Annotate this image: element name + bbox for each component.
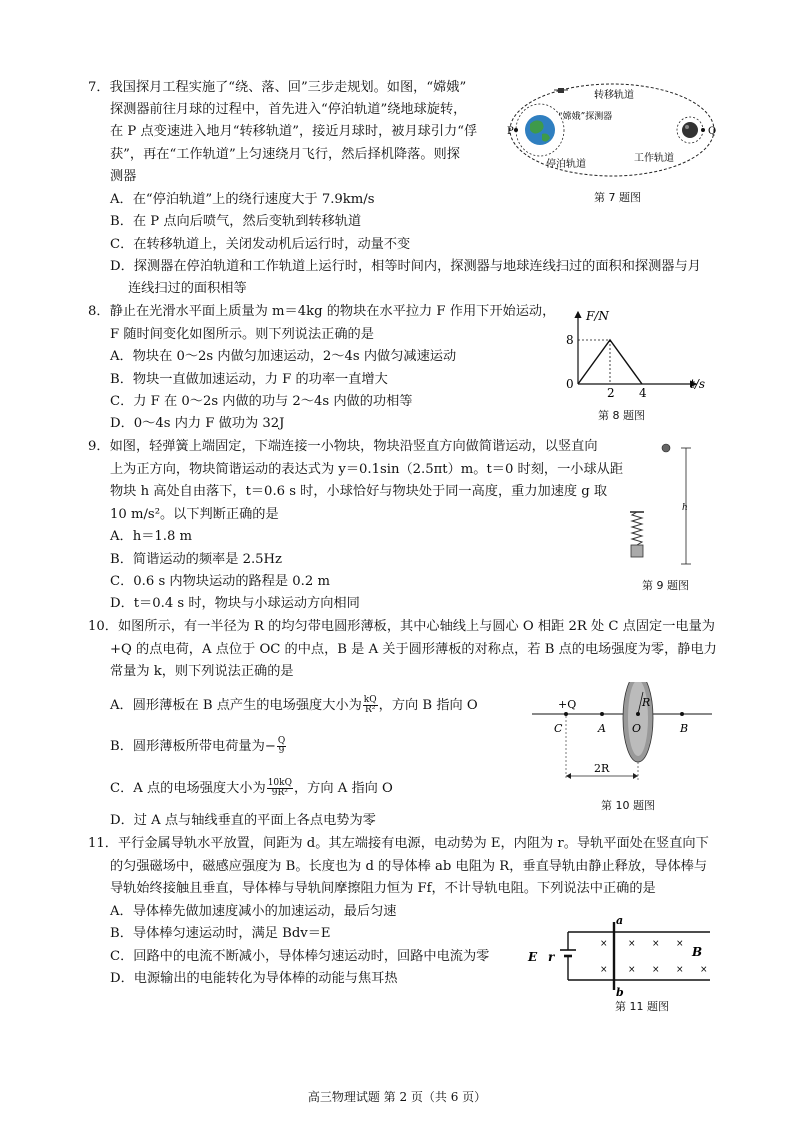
q10-option-a: A．圆形薄板在 B 点产生的电场强度大小为 $\frac{kQ}{\text{R²}}$ ，方向 B 指向 O bbox=[110, 695, 478, 715]
q11-option-b: B．导体棒匀速运动时，满足 Bdv＝E bbox=[110, 926, 331, 941]
q8-stem-line: 8．静止在光滑水平面上质量为 m＝4kg 的物块在水平拉力 F 作用下开始运动， bbox=[88, 304, 556, 319]
q7-stem-line: 探测器前往月球的过程中，首先进入“停泊轨道”绕地球旋转， bbox=[110, 102, 467, 117]
page-footer: 高三物理试题 第 2 页（共 6 页） bbox=[307, 1090, 487, 1104]
x-axis-label: t/s bbox=[690, 377, 706, 391]
battery-icon bbox=[560, 950, 576, 956]
plus-q-label: +Q bbox=[558, 698, 577, 711]
o-point bbox=[636, 712, 640, 716]
y-axis-label: F/N bbox=[586, 309, 609, 323]
field-cross: × bbox=[700, 965, 708, 975]
field-cross: × bbox=[600, 939, 608, 949]
transfer-orbit-label: 转移轨道 bbox=[594, 90, 634, 101]
field-cross: × bbox=[676, 965, 684, 975]
fraction: $\frac{kQ}{\text{R²}}$ bbox=[363, 695, 377, 715]
o-label: O bbox=[632, 722, 642, 735]
a-point bbox=[600, 712, 604, 716]
q10-option-b: B．圆形薄板所带电荷量为− $\frac{Q}{9}$ bbox=[110, 736, 286, 756]
field-cross: × bbox=[628, 965, 636, 975]
moon-icon bbox=[682, 122, 698, 138]
q7-caption: 第 7 题图 bbox=[594, 191, 641, 204]
q8-option-d: D．0～4s 内力 F 做功为 32J bbox=[110, 416, 285, 431]
field-cross: × bbox=[628, 939, 636, 949]
q7-option-d: D．探测器在停泊轨道和工作轨道上运行时，相等时间内，探测器与地球连线扫过的面积和探测器与月 bbox=[110, 259, 701, 274]
parking-orbit-label: 停泊轨道 bbox=[546, 159, 586, 170]
q11-stem-line: 的匀强磁场中，磁感应强度为 B。长度也为 d 的导体棒 ab 电阻为 R，垂直导轨由静止释放，导体棒与 bbox=[110, 859, 708, 874]
q7-stem-line: 在 P 点变速进入地月“转移轨道”，接近月球时，被月球引力“俘 bbox=[110, 124, 478, 139]
q9-stem-line: 10 m/s²。以下判断正确的是 bbox=[110, 507, 279, 522]
q7-option-a: A．在“停泊轨道”上的绕行速度大于 7.9km/s bbox=[110, 192, 375, 207]
field-cross: × bbox=[600, 965, 608, 975]
q7-option-d-cont: 连线扫过的面积相等 bbox=[128, 281, 247, 296]
fraction: $\frac{10kQ}{\text{9R²}}$ bbox=[267, 778, 292, 798]
q9-stem-line: 9．如图，轻弹簧上端固定，下端连接一小物块，物块沿竖直方向做简谐运动，以竖直向 bbox=[88, 439, 598, 454]
q7-option-c: C．在转移轨道上，关闭发动机后运行时，动量不变 bbox=[110, 237, 411, 252]
field-cross: × bbox=[652, 939, 660, 949]
b-label: B bbox=[680, 722, 689, 735]
q9-figure bbox=[620, 440, 700, 570]
q8-caption: 第 8 题图 bbox=[598, 409, 645, 422]
q10-option-d: D．过 A 点与轴线垂直的平面上各点电势为零 bbox=[110, 813, 376, 828]
a-label: A bbox=[598, 722, 606, 735]
x-tick-label: 4 bbox=[639, 386, 647, 398]
q-label: Q bbox=[708, 126, 717, 137]
b-label: b bbox=[616, 986, 624, 998]
working-orbit-label: 工作轨道 bbox=[634, 153, 674, 164]
q7-figure bbox=[506, 74, 720, 182]
block-icon bbox=[631, 545, 643, 557]
r-label: R bbox=[642, 696, 651, 709]
q7-stem-line: 测器 bbox=[110, 169, 137, 184]
q8-option-c: C．力 F 在 0～2s 内做的功与 2～4s 内做的功相等 bbox=[110, 394, 413, 409]
q9-option-a: A．h＝1.8 m bbox=[110, 529, 193, 544]
q9-stem-line: 上为正方向，物块简谐运动的表达式为 y＝0.1sin（2.5πt）m。t＝0 时刻，一小球从距 bbox=[110, 462, 624, 477]
q9-caption: 第 9 题图 bbox=[642, 579, 689, 592]
q11-figure bbox=[524, 916, 714, 998]
x-tick-label: 2 bbox=[607, 386, 615, 398]
q10-option-c: C．A 点的电场强度大小为 $\frac{10kQ}{\text{9R²}}$ ，方向 A 指向 O bbox=[110, 778, 393, 798]
e-label: E bbox=[528, 950, 538, 964]
q9-option-b: B．简谐运动的频率是 2.5Hz bbox=[110, 552, 282, 567]
r-label: r bbox=[548, 950, 555, 964]
c-label: C bbox=[554, 722, 563, 735]
q8-option-b: B．物块一直做加速运动，力 F 的功率一直增大 bbox=[110, 372, 388, 387]
fraction: $\frac{Q}{9}$ bbox=[277, 736, 286, 756]
field-cross: × bbox=[652, 965, 660, 975]
q11-option-c: C．回路中的电流不断减小，导体棒匀速运动时，回路中电流为零 bbox=[110, 949, 490, 964]
b-point bbox=[680, 712, 684, 716]
q10-stem-line: +Q 的点电荷，A 点位于 OC 的中点，B 是 A 关于圆形薄板的对称点，若 B 点的电场强度为零，静电力 bbox=[110, 642, 717, 657]
c-point bbox=[564, 712, 568, 716]
q11-option-a: A．导体棒先做加速度减小的加速运动，最后匀速 bbox=[110, 904, 397, 919]
a-label: a bbox=[616, 916, 624, 927]
q7-option-b: B．在 P 点向后喷气，然后变轨到转移轨道 bbox=[110, 214, 362, 229]
q9-stem-line: 物块 h 高处自由落下，t＝0.6 s 时，小球恰好与物块处于同一高度，重力加速度 g 取 bbox=[110, 484, 608, 499]
q7-stem-line: 获”，再在“工作轨道”上匀速绕月飞行，然后择机降落。则探 bbox=[110, 147, 460, 162]
q8-option-a: A．物块在 0～2s 内做匀加速运动，2～4s 内做匀减速运动 bbox=[110, 349, 457, 364]
q8-force-time-chart bbox=[556, 306, 716, 398]
origin-label: 0 bbox=[566, 377, 574, 391]
field-cross: × bbox=[676, 939, 684, 949]
h-label: h bbox=[682, 503, 688, 513]
q10-stem-line: 10．如图所示，有一半径为 R 的均匀带电圆形薄板，其中心轴线上与圆心 O 相距 2R 处 C 点固定一电量为 bbox=[88, 619, 715, 634]
y-tick-label: 8 bbox=[566, 333, 574, 347]
probe-label: “嫦娥”探测器 bbox=[558, 112, 613, 122]
q10-stem-line: 常量为 k，则下列说法正确的是 bbox=[110, 664, 294, 679]
q9-option-c: C．0.6 s 内物块运动的路程是 0.2 m bbox=[110, 574, 330, 589]
q11-stem-line: 11．平行金属导轨水平放置，间距为 d。其左端接有电源，电动势为 E，内阻为 r。导轨平面处在竖直向下 bbox=[88, 836, 709, 851]
q11-caption: 第 11 题图 bbox=[615, 1000, 669, 1013]
ball-icon bbox=[662, 444, 670, 452]
p-label: P bbox=[507, 126, 514, 137]
q11-option-d: D．电源输出的电能转化为导体棒的动能与焦耳热 bbox=[110, 971, 398, 986]
q7-stem-line: 7．我国探月工程实施了“绕、落、回”三步走规划。如图，“嫦娥” bbox=[88, 80, 467, 95]
q8-stem-line: F 随时间变化如图所示。则下列说法正确的是 bbox=[110, 327, 374, 342]
q9-option-d: D．t＝0.4 s 时，物块与小球运动方向相同 bbox=[110, 596, 360, 611]
q11-stem-line: 导轨始终接触且垂直，导体棒与导轨间摩擦阻力恒为 Ff，不计导轨电阻。下列说法中正确的是 bbox=[110, 881, 656, 896]
spring-icon bbox=[632, 512, 642, 545]
q10-figure bbox=[532, 682, 716, 794]
field-b-label: B bbox=[692, 945, 703, 959]
q10-caption: 第 10 题图 bbox=[601, 799, 655, 812]
dist-label: 2R bbox=[594, 762, 610, 775]
probe-icon bbox=[554, 88, 568, 93]
